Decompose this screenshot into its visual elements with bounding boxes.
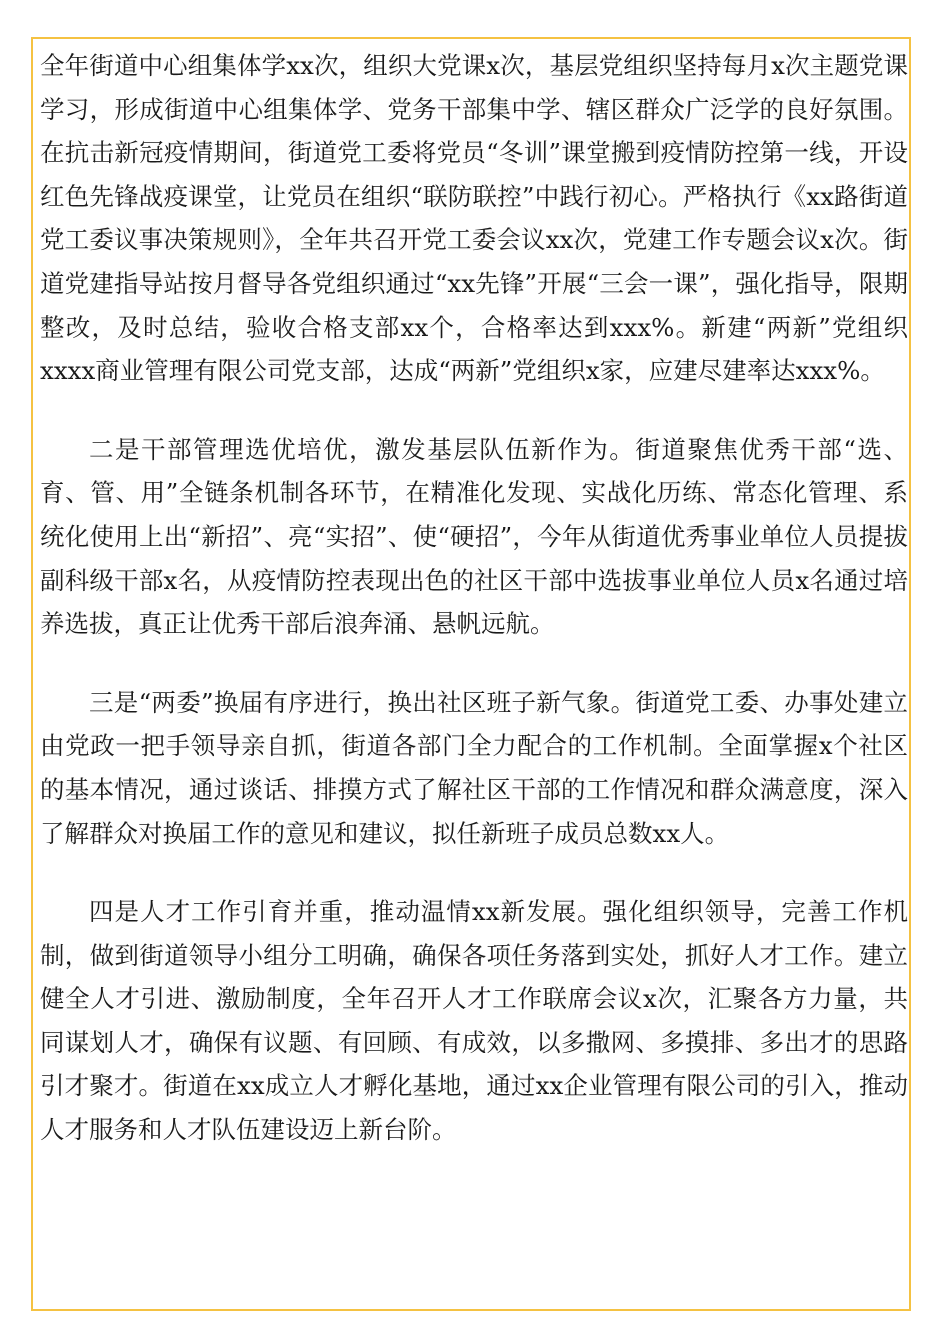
document-body — [40, 44, 908, 1152]
paragraph-gap — [40, 855, 908, 890]
paragraph-party-study: 全年街道中心组集体学xx次，组织大党课x次，基层党组织坚持每月x次主题党课学习，形成街道中心组集体学、党务干部集中学、辖区群众广泛学的良好氛围。在抗击新冠疫情期间，街道党工委将党员“冬训”课堂搬到疫情防控第一线，开设红色先锋战疫课堂，让党员在组织“联防联控”中践行初心。严格执行《xx路街道党工委议事决策规则》，全年共召开党工委会议xx次，党建工作专题会议x次。街道党建指导站按月督导各党组织通过“xx先锋”开展“三会一课”，强化指导，限期整改，及时总结，验收合格支部xx个，合格率达到xxx%。新建“两新”党组织xxxx商业管理有限公司党支部，达成“两新”党组织x家，应建尽建率达xxx%。 — [40, 51, 908, 386]
paragraph-committee-election: 三是“两委”换届有序进行，换出社区班子新气象。街道党工委、办事处建立由党政一把手领导亲自抓，街道各部门全力配合的工作机制。全面掌握x个社区的基本情况，通过谈话、排摸方式了解社区干部的工作情况和群众满意度，深入了解群众对换届工作的意见和建议，拟任新班子成员总数xx人。 — [40, 687, 908, 848]
paragraph-gap — [40, 646, 908, 681]
paragraph-gap — [40, 393, 908, 428]
paragraph-talent-work: 四是人才工作引育并重，推动温情xx新发展。强化组织领导，完善工作机制，做到街道领导小组分工明确，确保各项任务落到实处，抓好人才工作。建立健全人才引进、激励制度，全年召开人才工作联席会议x次，汇聚各方力量，共同谋划人才，确保有议题、有回顾、有成效，以多撒网、多摸排、多出才的思路引才聚才。街道在xx成立人才孵化基地，通过xx企业管理有限公司的引入，推动人才服务和人才队伍建设迈上新台阶。 — [40, 897, 908, 1145]
paragraph-cadre-management: 二是干部管理选优培优，激发基层队伍新作为。街道聚焦优秀干部“选、育、管、用”全链条机制各环节，在精准化发现、实战化历练、常态化管理、系统化使用上出“新招”、亮“实招”、使“硬招”，今年从街道优秀事业单位人员提拔副科级干部x名，从疫情防控表现出色的社区干部中选拔事业单位人员x名通过培养选拔，真正让优秀干部后浪奔涌、悬帆远航。 — [40, 434, 908, 639]
